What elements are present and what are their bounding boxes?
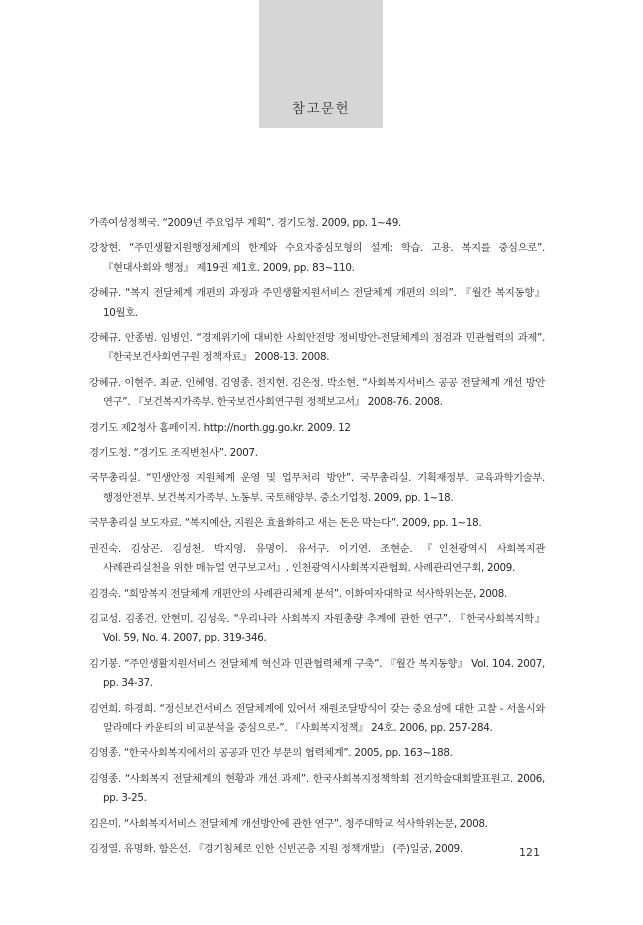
reference-item: 김연희. 하경희. “정신보건서비스 전달체계에 있어서 재원조달방식이 갖는 중요성에 대한 고찰 - 서울시와 알라메다 카운티의 비교분석을 중심으로-”. 『사회복지정책』 24호. 2006, pp. 257-284. bbox=[89, 702, 545, 734]
reference-item: 김영종. “한국사회복지에서의 공공과 민간 부문의 협력체계”. 2005, pp. 163~188. bbox=[89, 747, 453, 760]
chapter-title: 참고문헌 bbox=[291, 101, 351, 117]
page-number: 121 bbox=[519, 846, 540, 859]
reference-item: 김정열. 유명화. 함은선. 『경기침체로 인한 신빈곤층 지원 정책개발』 (주)일굼, 2009. bbox=[89, 842, 463, 855]
reference-item: 권진숙. 김상곤. 김성천. 박지영. 유명이. 유서구. 이기연. 조현순. 『인천광역시 사회복지관 사례관리실천을 위한 매뉴얼 연구보고서』. 인천광역시사회복지관협회. 사례관리연구회, 2009. bbox=[89, 542, 545, 575]
chapter-header-box bbox=[259, 0, 383, 128]
reference-item: 가족여성정책국. “2009년 주요업무 계획”. 경기도청. 2009, pp. 1~49. bbox=[89, 217, 401, 229]
reference-item: 강혜규. 이현주. 최균. 인혜영. 김영종. 전지현. 김은정. 박소현. “사회복지서비스 공공 전달체계 개선 방안 연구”. 『보건복지가족부. 한국보건사회연구원 정책보고서』 2008-76. 2008. bbox=[89, 376, 545, 409]
reference-item: 김경숙. “희망복지 전달체계 개편안의 사례관리체계 분석”. 이화여자대학교 석사학위논문, 2008. bbox=[89, 587, 508, 600]
reference-item: 강혜규. “복지 전달체계 개편의 과정과 주민생활지원서비스 전달체계 개편의 의의”. 『월간 복지동향』 10월호. bbox=[89, 287, 545, 319]
reference-item: 김교성. 김종건. 안현미. 김성욱. “우리나라 사회복지 자원총량 추계에 관한 연구”. 『한국사회복지학』 Vol. 59, No. 4. 2007, pp. 319-346. bbox=[89, 612, 545, 645]
reference-item: 강창현. “주민생활지원행정체계의 한계와 수요자중심모형의 설계: 학습. 고용. 복지를 중심으로”. 『현대사회와 행정』 제19권 제1호. 2009, pp. 83~110. bbox=[89, 242, 545, 274]
reference-item: 김기봉. “주민생활지원서비스 전달체계 혁신과 민관협력체계 구축”. 『월간 복지동향』 Vol. 104. 2007, pp. 34-37. bbox=[89, 657, 545, 690]
reference-item: 경기도청. “경기도 조직변천사”. 2007. bbox=[89, 447, 258, 460]
reference-item: 강혜규. 안종범. 임병인. “경제위기에 대비한 사회안전망 정비방안-전달체계의 점검과 민관협력의 과제”. 『한국보건사회연구원 정책자료』 2008-13. 2008. bbox=[89, 332, 545, 364]
reference-item: 경기도 제2청사 홈페이지. http://north.gg.go.kr. 2009. 12 bbox=[89, 421, 351, 434]
reference-list bbox=[89, 214, 545, 865]
reference-item: 김은미. “사회복지서비스 전달체계 개선방안에 관한 연구”. 청주대학교 석사학위논문, 2008. bbox=[89, 817, 488, 830]
reference-item: 국무총리실. “민생안정 지원체계 운영 및 업무처리 방안”. 국무총리실. 기획재정부. 교육과학기술부. 행정안전부. 보건복지가족부. 노동부. 국토해양부. 중소기업청. 2009, pp. 1~18. bbox=[89, 472, 545, 504]
reference-item: 김영종. “사회복지 전달체계의 현황과 개선 과제”. 한국사회복지정책학회 전기학술대회발표원고. 2006, pp. 3-25. bbox=[89, 772, 545, 805]
reference-item: 국무총리실 보도자료. “복지예산, 지원은 효율화하고 새는 돈은 막는다”. 2009, pp. 1~18. bbox=[89, 517, 482, 530]
